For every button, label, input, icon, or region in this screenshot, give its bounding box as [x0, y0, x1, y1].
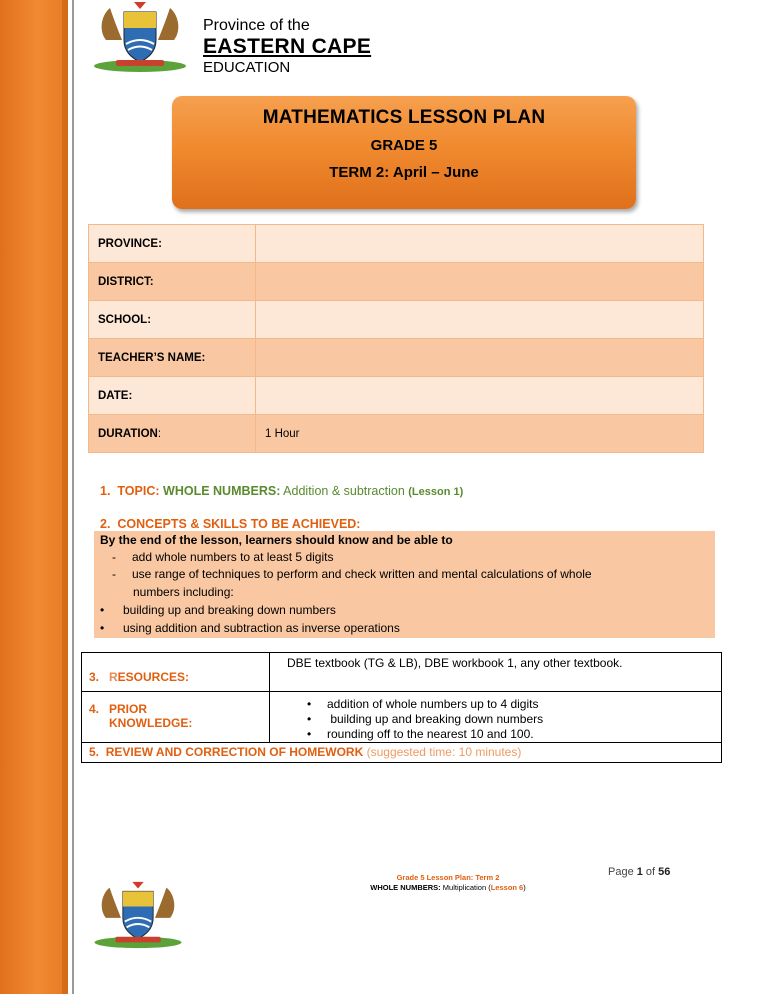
topic-label: TOPIC:	[117, 484, 160, 498]
eastern-cape-line: EASTERN CAPE	[203, 35, 372, 58]
resources-row	[82, 653, 722, 692]
resources-label-initial: R	[109, 670, 118, 684]
info-row	[89, 377, 704, 415]
footer-close: )	[523, 883, 526, 892]
topic-lesson: (Lesson 1)	[408, 486, 464, 498]
district-field[interactable]	[256, 263, 704, 301]
prior-item-text: rounding off to the nearest 10 and 100.	[327, 727, 534, 741]
info-row	[89, 339, 704, 377]
info-row	[89, 263, 704, 301]
prior-item-text: addition of whole numbers up to 4 digits	[327, 697, 539, 711]
prior-item-text: building up and breaking down numbers	[327, 712, 544, 726]
prior-knowledge-row	[82, 692, 722, 743]
left-orange-bar	[0, 0, 68, 994]
review-time: (suggested time: 10 minutes)	[366, 745, 522, 759]
info-row	[89, 225, 704, 263]
prior-number: 4.	[89, 702, 100, 716]
province-line: Province of the	[203, 17, 310, 34]
footer-topic: WHOLE NUMBERS:	[370, 883, 441, 892]
teacher-name-label: TEACHER’S NAME:	[89, 339, 256, 377]
duration-field[interactable]: 1 Hour	[256, 415, 704, 453]
footer-line1: Grade 5 Lesson Plan: Term 2	[396, 873, 500, 882]
term-label: TERM 2: April – June	[329, 164, 479, 181]
concepts-heading	[100, 517, 360, 531]
concept-continuation: numbers including:	[133, 585, 234, 599]
prior-knowledge-label	[82, 692, 270, 743]
footer-coat-of-arms-logo	[88, 880, 188, 950]
resources-label-rest: ESOURCES:	[117, 670, 190, 684]
lesson-plan-title-box	[172, 96, 636, 209]
concept-bullet-text: using addition and subtraction as inverse operations	[123, 621, 400, 635]
duration-label	[89, 415, 256, 453]
resources-number: 3.	[89, 670, 100, 684]
resources-label	[82, 653, 270, 692]
review-title: REVIEW AND CORRECTION OF HOMEWORK	[105, 745, 364, 759]
prior-label-line2: KNOWLEDGE:	[109, 716, 193, 730]
footer-subtopic: Multiplication (	[440, 883, 491, 892]
concept-bullet-item: • building up and breaking down numbers	[100, 603, 336, 617]
school-label: SCHOOL:	[89, 301, 256, 339]
province-header	[203, 16, 371, 77]
review-number: 5.	[89, 745, 100, 759]
page-current: 1	[636, 866, 643, 878]
education-line: EDUCATION	[203, 59, 291, 76]
topic-subtitle: Addition & subtraction	[283, 484, 405, 498]
prior-item: • addition of whole numbers up to 4 digits	[307, 697, 539, 711]
info-row	[89, 301, 704, 339]
info-row	[89, 415, 704, 453]
teacher-info-table	[88, 224, 704, 453]
footer-line2	[318, 883, 578, 893]
page-footer	[318, 873, 578, 893]
prior-knowledge-list	[270, 692, 722, 743]
duration-label-text: DURATION	[98, 427, 158, 440]
review-heading	[82, 743, 722, 763]
coat-of-arms-logo	[88, 0, 192, 74]
grade-label: GRADE 5	[370, 137, 438, 154]
teacher-name-field[interactable]	[256, 339, 704, 377]
concept-text: add whole numbers to at least 5 digits	[132, 550, 334, 564]
district-label: DISTRICT:	[89, 263, 256, 301]
document-title: MATHEMATICS LESSON PLAN	[262, 107, 546, 128]
page-of: of	[642, 866, 659, 878]
province-label: PROVINCE:	[89, 225, 256, 263]
concept-bullet-item: • using addition and subtraction as inverse operations	[100, 621, 400, 635]
school-field[interactable]	[256, 301, 704, 339]
concepts-title: CONCEPTS & SKILLS TO BE ACHIEVED:	[117, 517, 361, 531]
footer-lesson: Lesson 6	[490, 883, 524, 892]
topic-number: 1.	[100, 484, 111, 498]
province-field[interactable]	[256, 225, 704, 263]
duration-colon: :	[157, 427, 162, 440]
resources-table	[81, 652, 722, 763]
date-field[interactable]	[256, 377, 704, 415]
prior-item: • building up and breaking down numbers	[307, 712, 544, 726]
left-margin-line	[72, 0, 74, 994]
topic-heading	[100, 484, 463, 498]
prior-item: • rounding off to the nearest 10 and 100.	[307, 727, 534, 741]
prior-label-line1: PRIOR	[109, 702, 148, 716]
concept-dash-item: - add whole numbers to at least 5 digits	[112, 550, 334, 564]
review-row	[82, 743, 722, 763]
page-prefix: Page	[608, 866, 637, 878]
concepts-intro: By the end of the lesson, learners should know and be able to	[100, 533, 453, 547]
page-total: 56	[658, 866, 671, 878]
concepts-number: 2.	[100, 517, 111, 531]
page-number	[608, 866, 670, 878]
concept-text: use range of techniques to perform and check written and mental calculations of whole	[132, 567, 592, 581]
topic-name: WHOLE NUMBERS:	[163, 484, 281, 498]
date-label: DATE:	[89, 377, 256, 415]
concept-dash-item: - use range of techniques to perform and check written and mental calculations of whole	[112, 567, 592, 581]
resources-value: DBE textbook (TG & LB), DBE workbook 1, any other textbook.	[270, 653, 722, 692]
concept-bullet-text: building up and breaking down numbers	[123, 603, 336, 617]
